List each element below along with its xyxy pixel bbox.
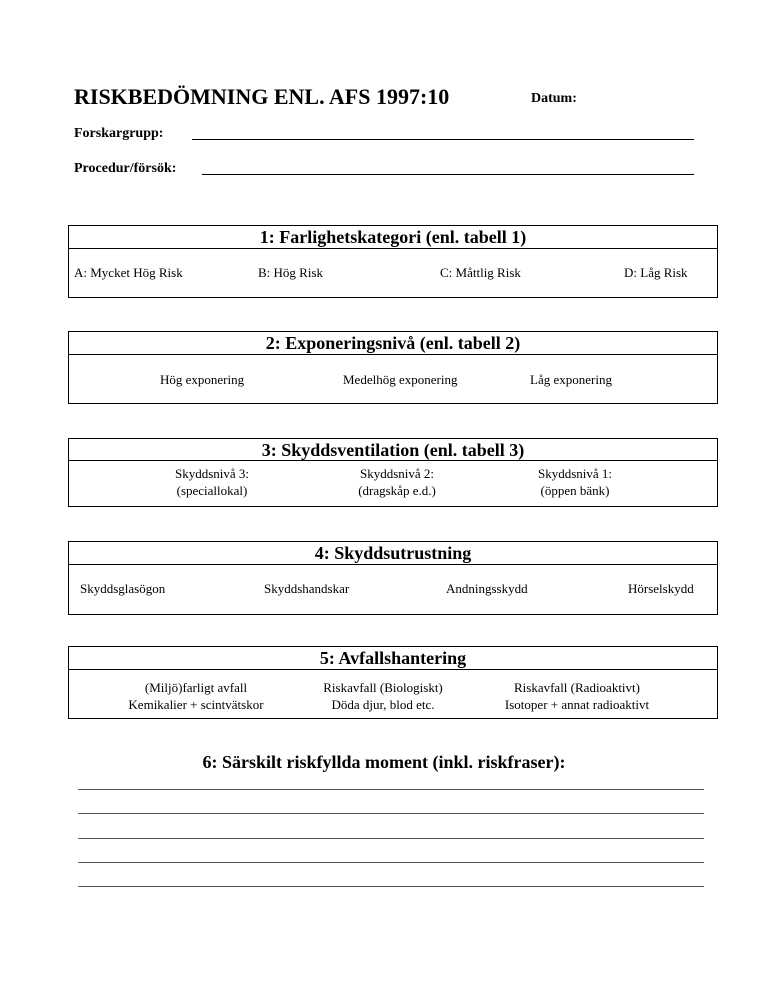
option-skyddsniva-3-line2: (speciallokal) <box>176 483 248 498</box>
option-horselskydd[interactable]: Hörselskydd <box>628 581 694 596</box>
forskargrupp-label: Forskargrupp: <box>74 126 164 141</box>
section-1-title: 1: Farlighetskategori (enl. tabell 1) <box>69 226 717 249</box>
option-skyddsniva-2-line1: Skyddsnivå 2: <box>359 466 435 481</box>
option-mattlig-risk[interactable]: C: Måttlig Risk <box>440 265 521 280</box>
notes-line-2[interactable] <box>78 813 704 814</box>
section-4-title: 4: Skyddsutrustning <box>69 542 717 565</box>
section-5-title: 5: Avfallshantering <box>69 647 717 670</box>
option-riskavfall-radioaktivt-line2: Isotoper + annat radioaktivt <box>504 697 650 712</box>
section-skyddsventilation <box>68 438 718 507</box>
option-mycket-hog-risk[interactable]: A: Mycket Hög Risk <box>74 265 183 280</box>
option-riskavfall-radioaktivt[interactable] <box>487 679 667 713</box>
option-miljofarligt-avfall[interactable] <box>116 679 276 713</box>
option-riskavfall-radioaktivt-line1: Riskavfall (Radioaktivt) <box>513 680 640 695</box>
option-riskavfall-biologiskt-line1: Riskavfall (Biologiskt) <box>323 680 443 695</box>
section-6-title: 6: Särskilt riskfyllda moment (inkl. riskfraser): <box>202 752 566 772</box>
option-riskavfall-biologiskt-line2: Döda djur, blod etc. <box>331 697 435 712</box>
option-miljofarligt-avfall-line1: (Miljö)farligt avfall <box>144 680 248 695</box>
option-riskavfall-biologiskt[interactable] <box>303 679 463 713</box>
notes-line-3[interactable] <box>78 838 704 839</box>
option-skyddsniva-3-line1: Skyddsnivå 3: <box>174 466 250 481</box>
option-lag-risk[interactable]: D: Låg Risk <box>624 265 688 280</box>
procedur-field[interactable] <box>202 174 694 175</box>
option-miljofarligt-avfall-line2: Kemikalier + scintvätskor <box>128 697 264 712</box>
section-exponeringsniva <box>68 331 718 404</box>
forskargrupp-field[interactable] <box>192 139 694 140</box>
procedur-label: Procedur/försök: <box>74 161 177 176</box>
option-medelhog-exponering[interactable]: Medelhög exponering <box>343 372 458 387</box>
option-skyddsniva-3[interactable] <box>147 465 277 499</box>
option-skyddsniva-1[interactable] <box>510 465 640 499</box>
option-skyddsniva-2[interactable] <box>332 465 462 499</box>
option-skyddsniva-2-line2: (dragskåp e.d.) <box>358 483 436 498</box>
section-3-title: 3: Skyddsventilation (enl. tabell 3) <box>69 439 717 461</box>
option-skyddshandskar[interactable]: Skyddshandskar <box>264 581 350 596</box>
notes-line-4[interactable] <box>78 862 704 863</box>
option-skyddsglasogon[interactable]: Skyddsglasögon <box>80 581 166 596</box>
option-skyddsniva-1-line1: Skyddsnivå 1: <box>537 466 613 481</box>
option-hog-exponering[interactable]: Hög exponering <box>160 372 245 387</box>
notes-line-1[interactable] <box>78 789 704 790</box>
page-title: RISKBEDÖMNING ENL. AFS 1997:10 <box>74 84 450 109</box>
option-hog-risk[interactable]: B: Hög Risk <box>258 265 324 280</box>
option-skyddsniva-1-line2: (öppen bänk) <box>540 483 610 498</box>
option-lag-exponering[interactable]: Låg exponering <box>530 372 612 387</box>
section-farlighetskategori <box>68 225 718 298</box>
section-skyddsutrustning <box>68 541 718 615</box>
section-avfallshantering <box>68 646 718 719</box>
datum-label: Datum: <box>531 91 577 106</box>
notes-line-5[interactable] <box>78 886 704 887</box>
option-andningsskydd[interactable]: Andningsskydd <box>446 581 528 596</box>
section-2-title: 2: Exponeringsnivå (enl. tabell 2) <box>69 332 717 355</box>
